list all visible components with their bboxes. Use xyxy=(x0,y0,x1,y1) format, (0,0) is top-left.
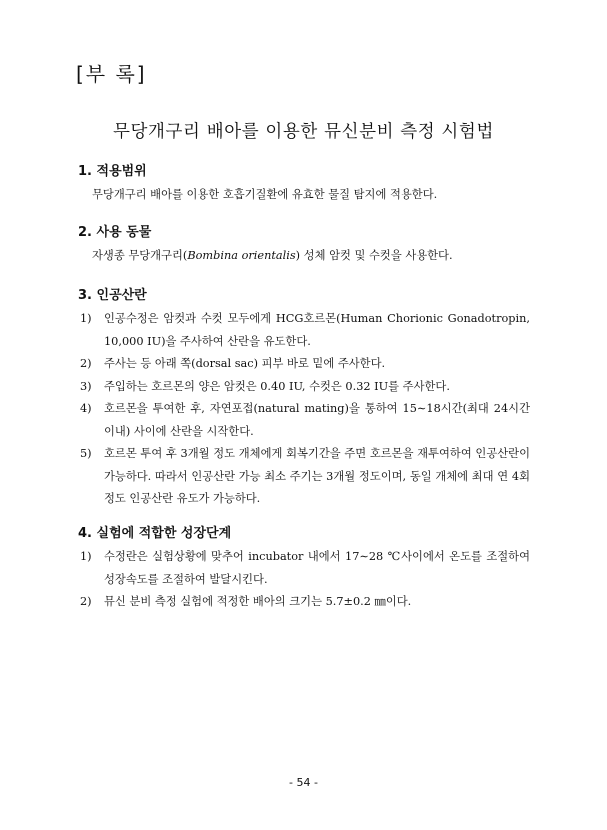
list-item xyxy=(78,353,530,376)
list-number: 1) xyxy=(80,550,92,563)
section-growth-stage xyxy=(78,522,530,614)
list-item xyxy=(78,591,530,614)
list-item xyxy=(78,546,530,591)
list-text: 인공수정은 암컷과 수컷 모두에게 HCG호르몬(Human Chorionic Gonadotropin, 10,000 IU)을 주사하여 산란을 유도한다. xyxy=(104,312,530,348)
body-prefix: 자생종 무당개구리( xyxy=(92,249,188,262)
list-text: 뮤신 분비 측정 실험에 적정한 배아의 크기는 5.7±0.2 ㎜이다. xyxy=(104,595,412,608)
section-animals xyxy=(78,221,530,268)
document-title: 무당개구리 배아를 이용한 뮤신분비 측정 시험법 xyxy=(113,122,494,142)
scientific-name: Bombina orientalis xyxy=(187,249,296,262)
section-heading: 2. 사용 동물 xyxy=(78,225,152,240)
list-text: 주사는 등 아래 쪽(dorsal sac) 피부 바로 밑에 주사한다. xyxy=(104,357,386,370)
list-item xyxy=(78,376,530,399)
list-number: 5) xyxy=(80,447,92,460)
section-artificial-spawning xyxy=(78,284,530,511)
section-heading: 3. 인공산란 xyxy=(78,288,147,303)
list-item xyxy=(78,398,530,443)
section-heading: 4. 실험에 적합한 성장단계 xyxy=(78,526,232,541)
section-scope xyxy=(78,160,530,207)
list-text: 주입하는 호르몬의 양은 암컷은 0.40 IU, 수컷은 0.32 IU를 주사한다. xyxy=(104,379,450,393)
list-text: 호르몬 투여 후 3개월 정도 개체에게 회복기간을 주면 호르몬을 재투여하여 인공산란이 가능하다. 따라서 인공산란 가능 최소 주기는 3개월 정도이며, 동일 개체에 최대 연 4회 정도 인공산란 유도가 가능하다. xyxy=(104,447,530,505)
page-number: - 54 - xyxy=(289,776,318,789)
list-number: 1) xyxy=(80,312,92,325)
section-heading: 1. 적용범위 xyxy=(78,164,147,179)
list-number: 4) xyxy=(80,402,92,415)
list-text: 호르몬을 투여한 후, 자연포접(natural mating)을 통하여 15∼18시간(최대 24시간 이내) 사이에 산란을 시작한다. xyxy=(104,402,530,438)
list-text: 수정란은 실험상황에 맞추어 incubator 내에서 17∼28 ℃사이에서 온도를 조절하여 성장속도를 조절하여 발달시킨다. xyxy=(104,550,530,586)
list-item xyxy=(78,308,530,353)
list-number: 2) xyxy=(80,357,92,370)
list-number: 2) xyxy=(80,595,92,608)
body-suffix: ) 성체 암컷 및 수컷을 사용한다. xyxy=(295,249,453,262)
list-number: 3) xyxy=(80,379,92,393)
list-item xyxy=(78,443,530,511)
appendix-label: [부 록] xyxy=(76,62,147,86)
section-body xyxy=(78,245,530,268)
section-body: 무당개구리 배아를 이용한 호흡기질환에 유효한 물질 탐지에 적용한다. xyxy=(92,188,438,201)
